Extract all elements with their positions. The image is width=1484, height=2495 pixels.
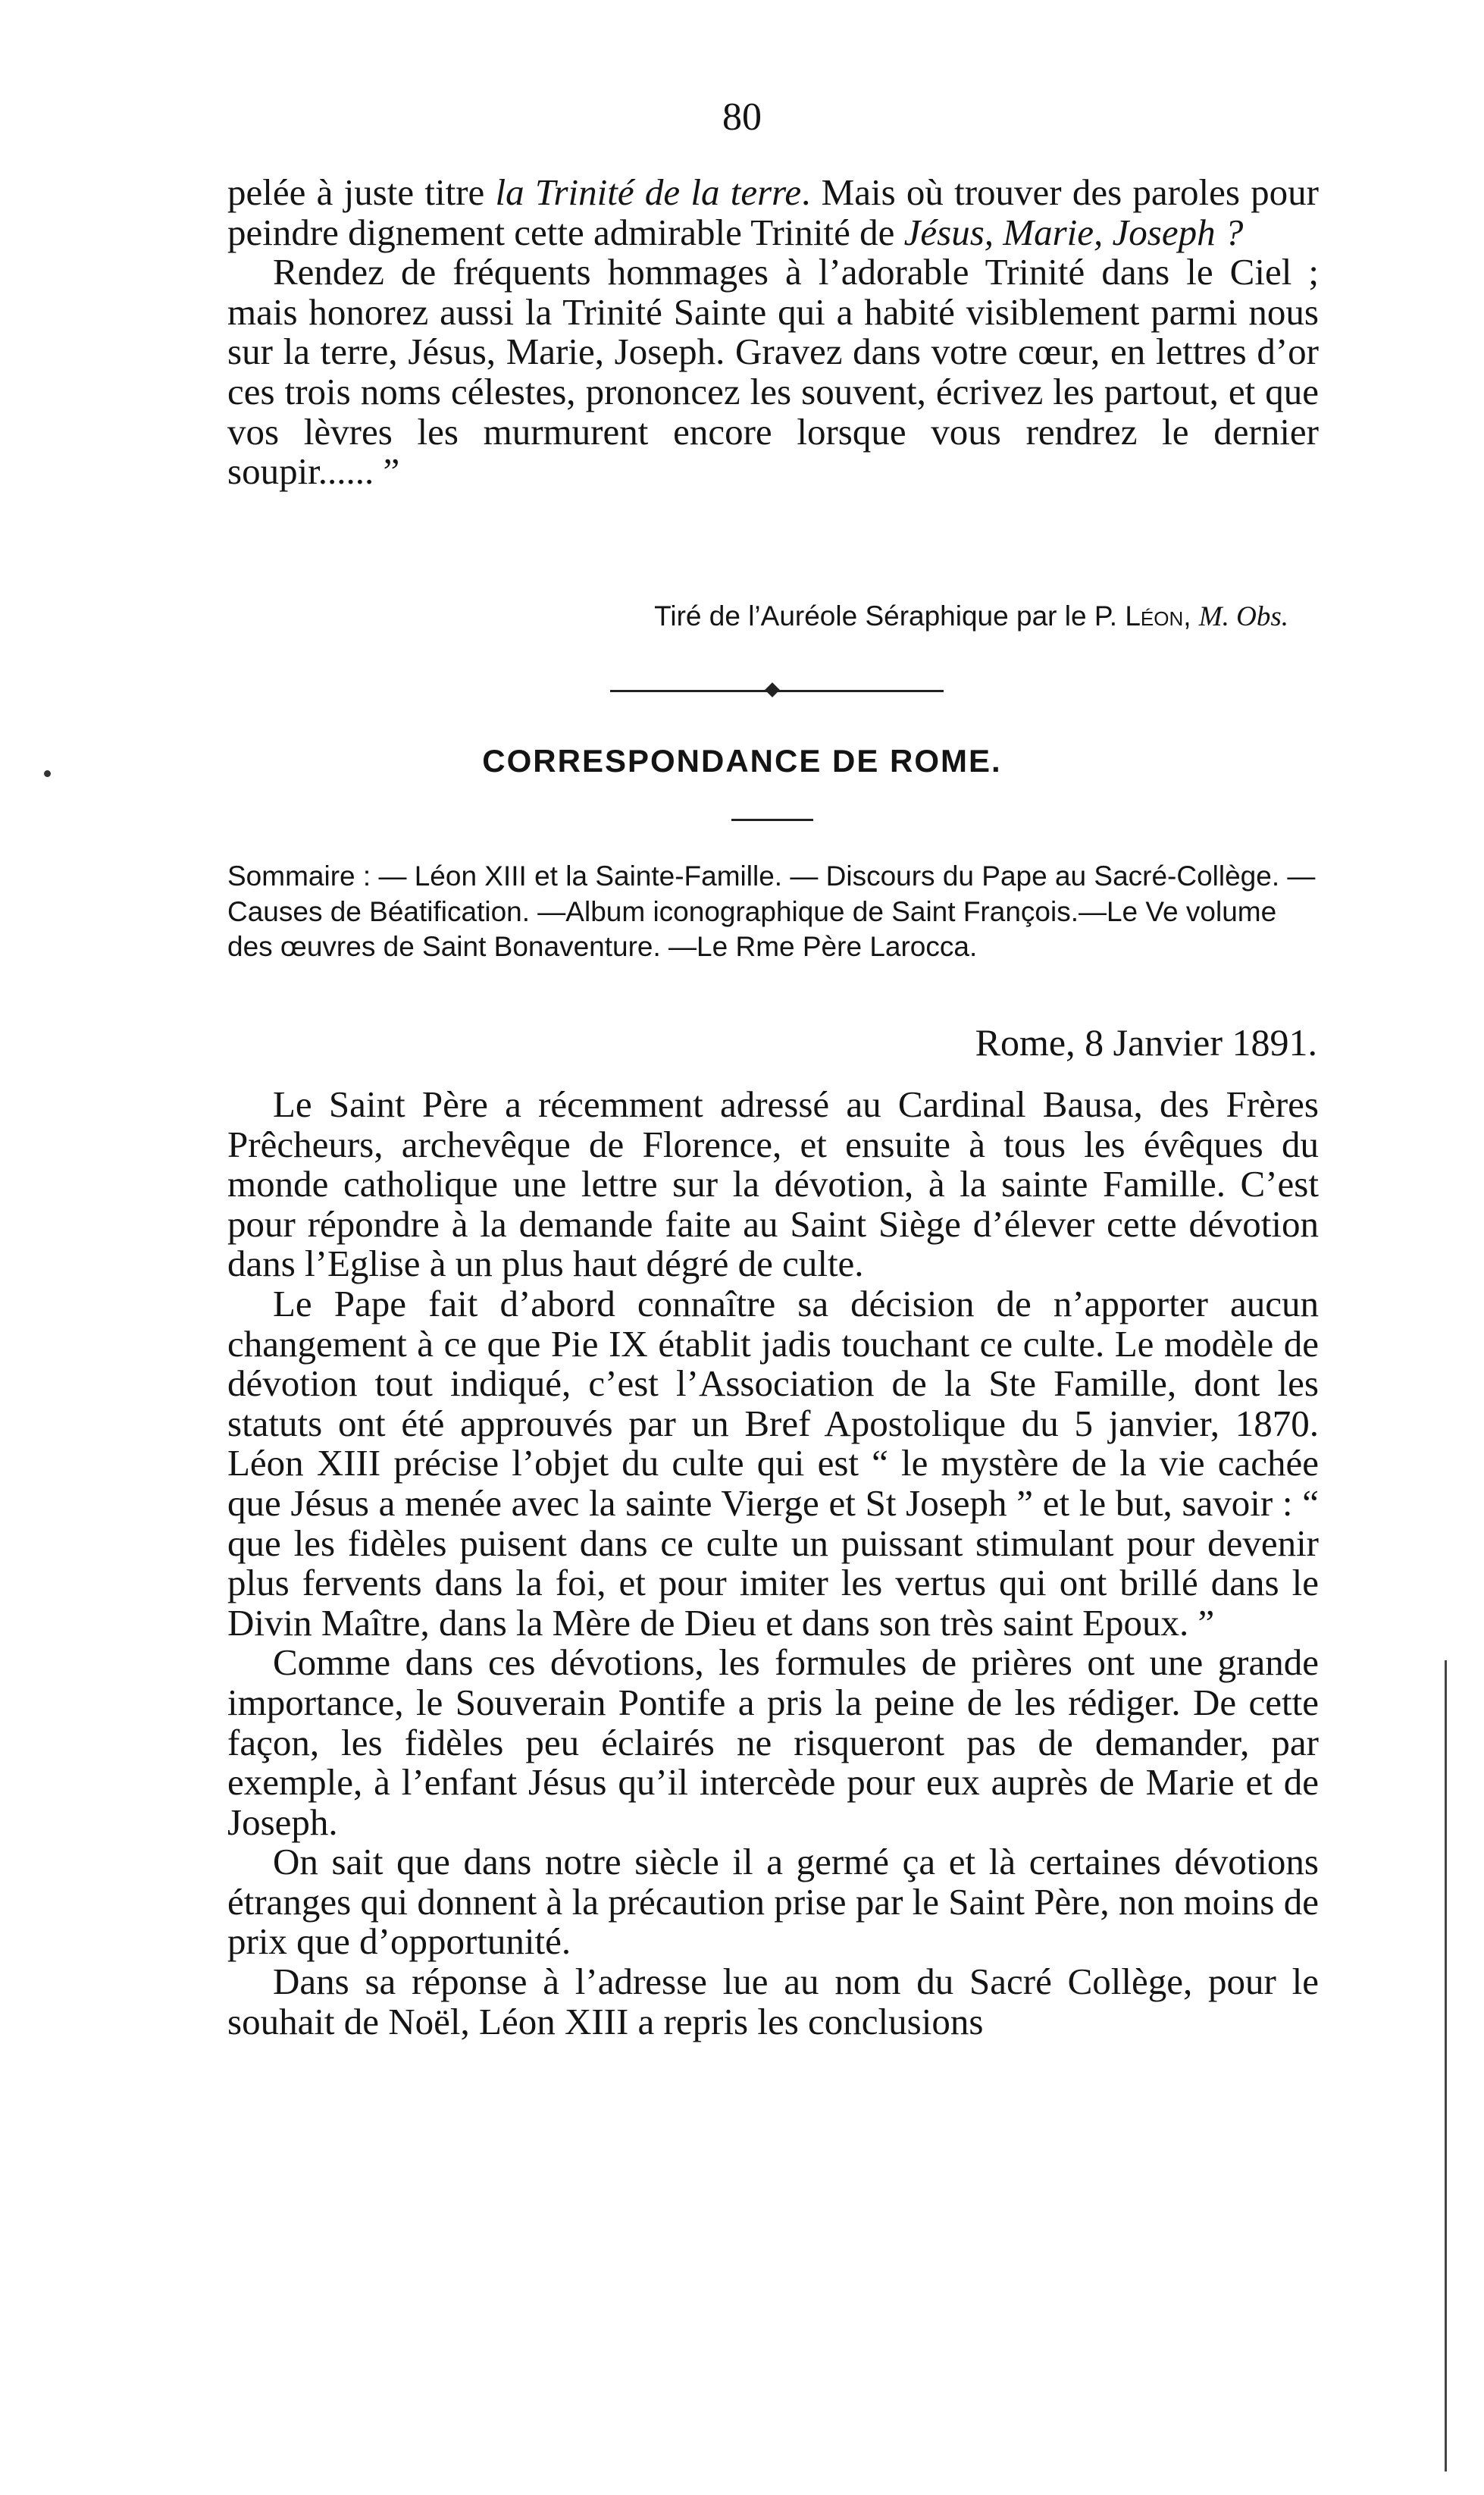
divider-ornament [765,682,780,697]
italic-phrase: la Trinité de la terre [495,171,802,213]
paragraph-hommages: Rendez de fréquents hommages à l’adorable Trinité dans le Ciel ; mais honorez aussi la Trinité Sainte qui a habité visiblement parmi nous sur la terre, Jésus, Marie, Joseph. Gravez dans votre cœur, en lettres d’or ces trois noms célestes, prononcez les souvent, écrivez les partout, et que vos lèvres les murmurent encore lorsque vous rendrez le dernier soupir...... ” [227,251,1319,493]
paragraph: Dans sa réponse à l’adresse lue au nom du Sacré Collège, pour le souhait de Noël, Léon XIII a repris les conclusions [227,1961,1319,2042]
text-run: pelée à juste titre [227,171,496,213]
section-title: CORRESPONDANCE DE ROME. [482,743,1002,779]
top-section [227,173,1319,492]
paragraph: Le Pape fait d’abord connaître sa décision de n’apporter aucun changement à ce que Pie IX établit jadis touchant ce culte. Le modèle de dévotion tout indiqué, c’est l’Association de la Ste Famille, dont les statuts ont été approuvés par un Bref Apostolique du 5 janvier, 1870. Léon XIII précise l’objet du culte qui est “ le mystère de la vie cachée que Jésus a menée avec la sainte Vierge et St Joseph ” et le but, savoir : “ que les fidèles puisent dans ce culte un puissant stimulant pour devenir plus fervents dans la foi, et pour imiter les vertus qui ont brillé dans le Divin Maître, dans la Mère de Dieu et dans son très saint Epoux. ” [227,1282,1319,1644]
paragraph: Le Saint Père a récemment adressé au Cardinal Bausa, des Frères Prêcheurs, archevêque de Florence, et ensuite à tous les évêques du monde catholique une lettre sur la dévotion, à la sainte Famille. C’est pour répondre à la demande faite au Saint Siège d’élever cette dévotion dans l’Eglise à un plus haut dégré de culte. [227,1083,1319,1285]
attribution-suffix: M. Obs. [1198,601,1288,632]
attribution [0,600,1288,633]
paragraph: Comme dans ces dévotions, les formules de prières ont une grande importance, le Souverain Pontife a pris la peine de les rédiger. De cette façon, les fidèles peu éclairés ne risqueront pas de demander, par exemple, à l’enfant Jésus qu’il intercède pour eux auprès de Marie et de Joseph. [227,1641,1319,1843]
italic-phrase: Jésus, Marie, Joseph ? [903,211,1244,253]
attribution-author: Léon [1125,600,1184,632]
letter-body [227,1085,1319,2042]
summary [227,859,1319,965]
summary-label: Sommaire : [227,860,371,892]
page-number: 80 [722,96,762,139]
dateline: Rome, 8 Janvier 1891. [975,1021,1317,1064]
margin-rule [1445,1660,1447,2471]
paragraph-trinite [227,173,1319,252]
attribution-text: Tiré de l’Auréole Séraphique par le P. [654,600,1126,632]
title-rule [731,819,813,821]
attribution-comma: , [1183,600,1199,632]
text-run: . Mais où trouver des paroles pour peindre dignement cette admirable Trinité de [227,171,1319,253]
paragraph: On sait que dans notre siècle il a germé ça et là certaines dévotions étranges qui donnent à la précaution prise par le Saint Père, non moins de prix que d’opportunité. [227,1841,1319,1963]
summary-text: — Léon XIII et la Sainte-Famille. — Discours du Pape au Sacré-Collège. —Causes de Béatification. —Album iconographique de Saint François.—Le Ve volume des œuvres de Saint Bonaventure. —Le Rme Père Larocca. [227,860,1316,962]
